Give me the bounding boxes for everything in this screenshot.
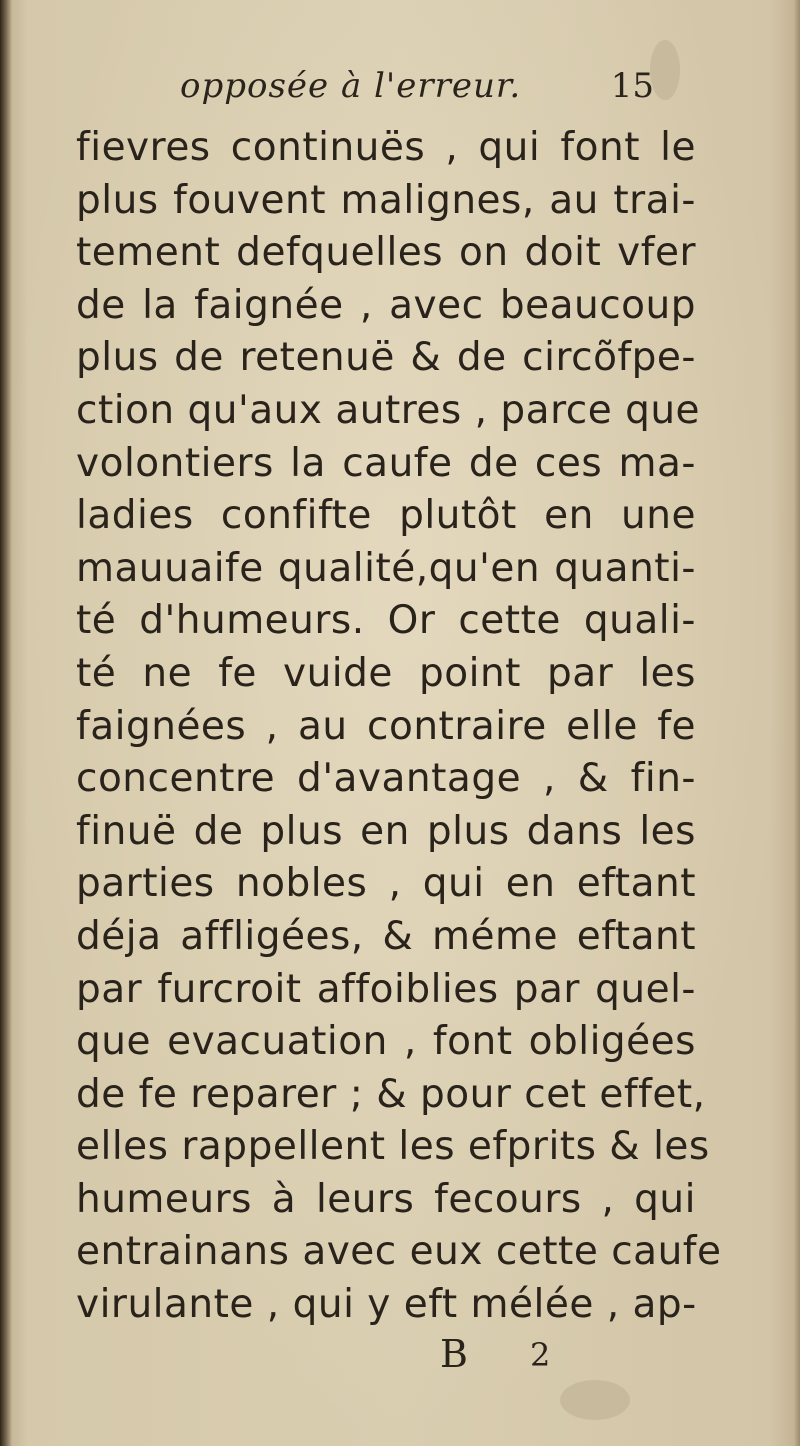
text-line: faignées , au contraire elle fe — [76, 703, 696, 749]
text-line: virulante , qui y eft mélée , ap- — [76, 1282, 697, 1328]
running-title: opposée à l'erreur. — [180, 66, 522, 106]
text-line: fievres continuës , qui font le — [76, 125, 696, 170]
text-line: plus fouvent malignes, au trai- — [76, 177, 696, 223]
body-text — [76, 122, 722, 1332]
text-line: que evacuation , font obligées — [76, 1019, 696, 1065]
text-line: ction qu'aux autres , parce que — [76, 387, 701, 433]
text-line: par furcroit affoiblies par quel- — [76, 966, 696, 1012]
page-gutter-shadow — [0, 0, 12, 1446]
page-number: 15 — [610, 66, 654, 106]
text-line: de la faignée , avec beaucoup — [76, 282, 696, 328]
text-line: tement defquelles on doit vfer — [76, 230, 696, 276]
text-line: de fe reparer ; & pour cet effet, — [76, 1071, 706, 1117]
signature-letter: B — [440, 1332, 468, 1376]
text-line: finuë de plus en plus dans les — [76, 808, 696, 854]
text-line: volontiers la caufe de ces ma- — [76, 440, 696, 486]
text-line: entrainans avec eux cette caufe — [76, 1229, 722, 1275]
text-line: plus de retenuë & de circõfpe- — [76, 335, 696, 381]
text-line: humeurs à leurs fecours , qui — [76, 1176, 696, 1222]
text-line: ladies confifte plutôt en une — [76, 493, 696, 539]
page-edge — [794, 0, 800, 1446]
signature-mark — [440, 1332, 620, 1382]
text-line: té d'humeurs. Or cette quali- — [76, 598, 696, 644]
text-line: concentre d'avantage , & fin- — [76, 756, 696, 802]
signature-number: 2 — [530, 1336, 551, 1374]
paper-stain — [560, 1380, 630, 1420]
text-line: té ne fe vuide point par les — [76, 650, 696, 696]
text-line: parties nobles , qui en eftant — [76, 861, 696, 907]
text-line: mauuaife qualité,qu'en quanti- — [76, 545, 696, 591]
text-line: elles rappellent les efprits & les — [76, 1124, 710, 1170]
text-line: déja affligées, & méme eftant — [76, 913, 696, 959]
running-head — [180, 66, 660, 116]
